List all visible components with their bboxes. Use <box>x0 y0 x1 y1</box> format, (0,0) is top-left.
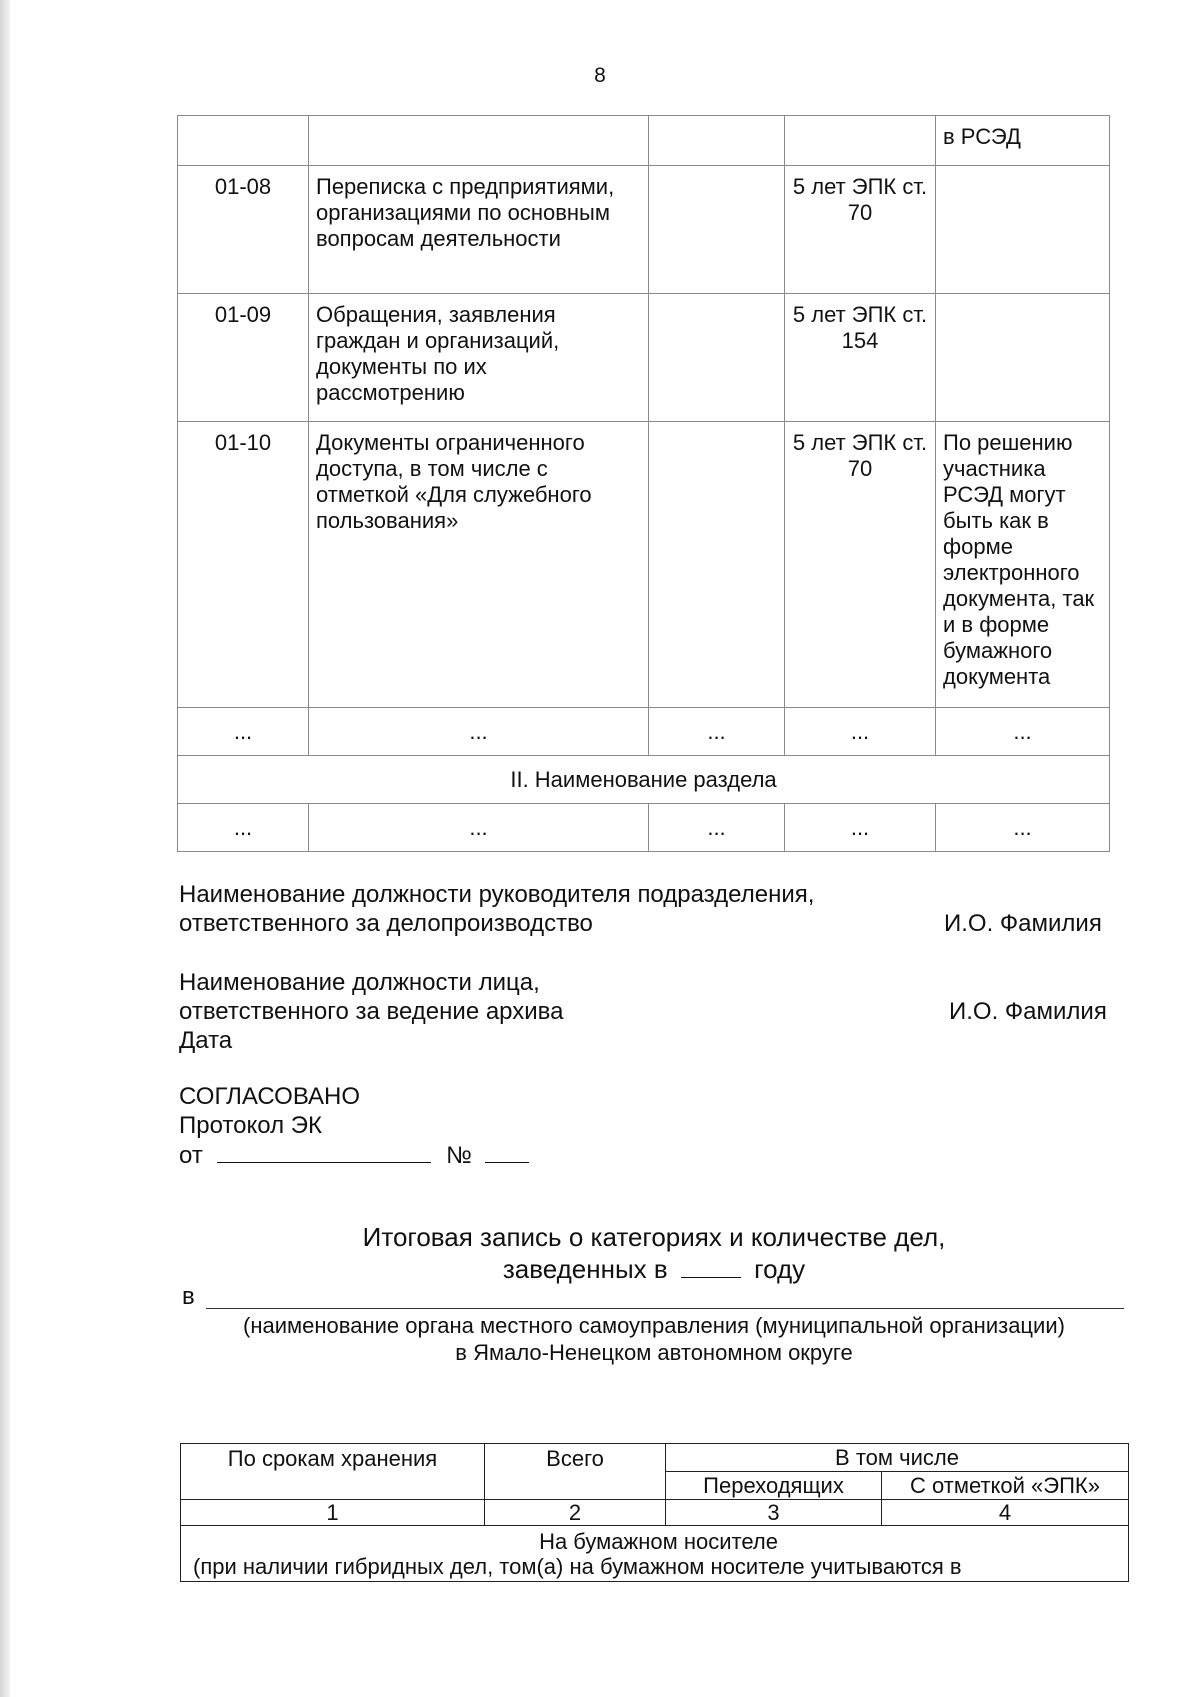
archive-position-line1: Наименование должности лица, <box>179 969 540 996</box>
case-count <box>649 166 785 294</box>
protocol-date-line <box>179 1140 529 1170</box>
summary-title <box>179 1222 1129 1285</box>
column-number: 2 <box>485 1500 666 1526</box>
head-signature-block <box>179 880 814 938</box>
page-number: 8 <box>594 64 606 87</box>
section-title: II. Наименование раздела <box>178 756 1110 804</box>
table-row <box>178 116 1110 166</box>
organization-caption: (наименование органа местного самоуправления (муниципальной организации) в Ямало-Ненецком автономном округе <box>243 1313 1065 1365</box>
page-edge-shadow <box>0 0 10 1697</box>
paper-row <box>181 1526 1129 1582</box>
archive-name: И.О. Фамилия <box>949 998 1107 1025</box>
table-row-ellipsis <box>178 708 1110 756</box>
case-title: Переписка с предприятиями, организациями по основным вопросам деятельности <box>309 166 649 294</box>
case-term: 5 лет ЭПК ст. 70 <box>785 166 936 294</box>
paper-cell <box>181 1526 1129 1582</box>
table-row <box>178 294 1110 422</box>
header-terms: По срокам хранения <box>181 1444 485 1500</box>
ellipsis-cell: ... <box>178 804 309 852</box>
ellipsis-cell: ... <box>936 804 1110 852</box>
ellipsis-cell: ... <box>309 804 649 852</box>
case-index: 01-09 <box>178 294 309 422</box>
summary-title-line2: заведенных в году <box>502 1254 806 1284</box>
case-term: 5 лет ЭПК ст. 70 <box>785 422 936 708</box>
ellipsis-cell: ... <box>178 708 309 756</box>
ellipsis-cell: ... <box>649 804 785 852</box>
nomenclature-table <box>177 115 1110 852</box>
case-term: 5 лет ЭПК ст. 154 <box>785 294 936 422</box>
approval-title: СОГЛАСОВАНО <box>179 1083 361 1110</box>
column-numbers-row <box>181 1500 1129 1526</box>
case-count <box>649 116 785 166</box>
case-index <box>178 116 309 166</box>
ellipsis-cell: ... <box>936 708 1110 756</box>
protocol-label: Протокол ЭК <box>179 1112 322 1139</box>
header-transitional: Переходящих <box>666 1472 882 1500</box>
date-blank <box>217 1140 431 1163</box>
ellipsis-cell: ... <box>785 804 936 852</box>
number-label: № <box>446 1142 472 1169</box>
table-row-ellipsis <box>178 804 1110 852</box>
case-title <box>309 116 649 166</box>
in-label: в <box>182 1283 195 1310</box>
header-epk: С отметкой «ЭПК» <box>882 1472 1129 1500</box>
approval-block <box>179 1082 529 1170</box>
head-position-line2: ответственного за делопроизводство <box>179 910 593 937</box>
from-label: от <box>179 1142 203 1169</box>
head-name: И.О. Фамилия <box>944 910 1102 937</box>
year-blank <box>681 1253 741 1278</box>
case-title: Обращения, заявления граждан и организаций, документы по их рассмотрению <box>309 294 649 422</box>
ellipsis-cell: ... <box>649 708 785 756</box>
header-including: В том числе <box>666 1444 1129 1472</box>
summary-table <box>180 1443 1129 1582</box>
case-note <box>936 294 1110 422</box>
archive-position-line2: ответственного за ведение архива <box>179 998 564 1025</box>
organization-line <box>182 1283 1122 1311</box>
ellipsis-cell: ... <box>785 708 936 756</box>
summary-title-line1: Итоговая запись о категориях и количестве дел, <box>362 1222 946 1252</box>
column-number: 4 <box>882 1500 1129 1526</box>
header-total: Всего <box>485 1444 666 1500</box>
case-term <box>785 116 936 166</box>
column-number: 1 <box>181 1500 485 1526</box>
case-count <box>649 294 785 422</box>
date-label: Дата <box>179 1027 233 1054</box>
case-index: 01-10 <box>178 422 309 708</box>
ellipsis-cell: ... <box>309 708 649 756</box>
case-index: 01-08 <box>178 166 309 294</box>
organization-blank <box>206 1308 1124 1309</box>
case-title: Документы ограниченного доступа, в том числе с отметкой «Для служебного пользования» <box>309 422 649 708</box>
case-note <box>936 166 1110 294</box>
case-note: в РСЭД <box>936 116 1110 166</box>
column-number: 3 <box>666 1500 882 1526</box>
archive-signature-block <box>179 968 564 1055</box>
case-count <box>649 422 785 708</box>
number-blank <box>485 1140 529 1163</box>
paper-label: На бумажном носителе <box>539 1528 778 1554</box>
table-row <box>178 166 1110 294</box>
case-note: По решению участника РСЭД могут быть как в форме электронного документа, так и в форме бумажного документа <box>936 422 1110 708</box>
paper-note: (при наличии гибридных дел, том(а) на бумажном носителе учитываются в <box>193 1553 962 1579</box>
head-position-line1: Наименование должности руководителя подразделения, <box>179 881 815 908</box>
table-row <box>178 422 1110 708</box>
section-row <box>178 756 1110 804</box>
